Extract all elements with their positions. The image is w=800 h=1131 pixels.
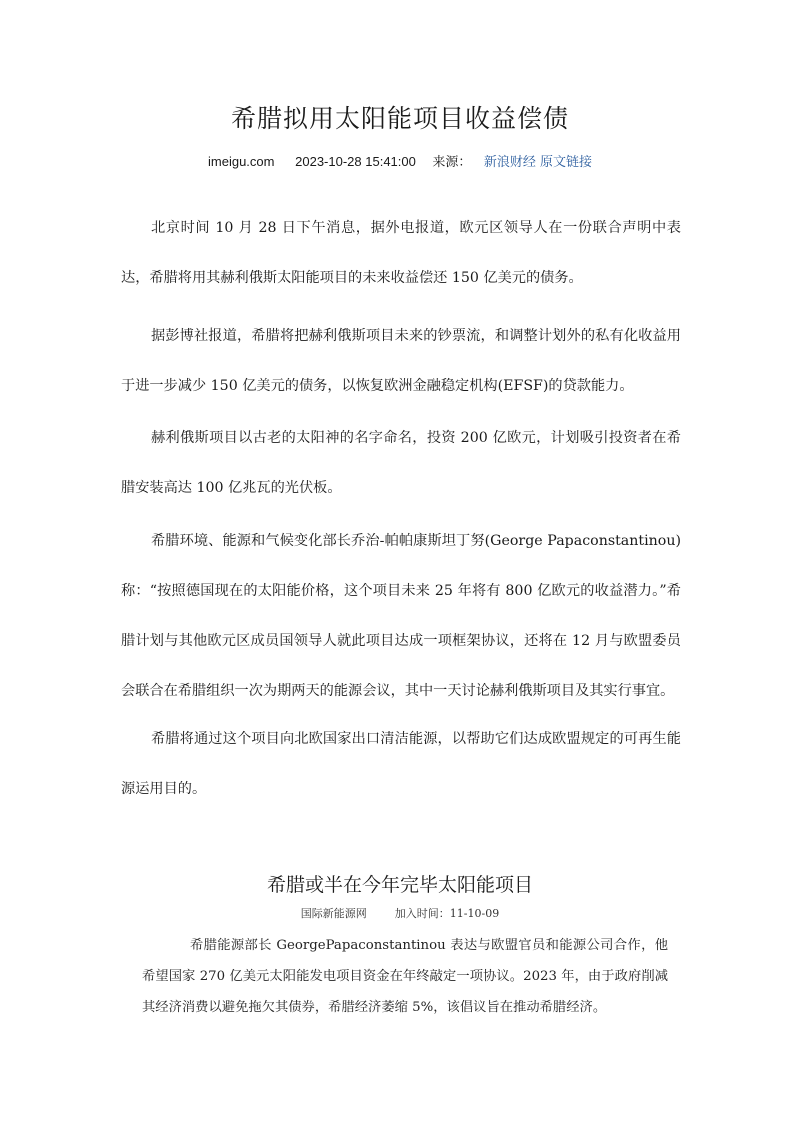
second-article-source: 国际新能源网 [300,907,367,920]
article-title: 希腊拟用太阳能项目收益偿债 [230,104,569,133]
article-paragraph: 赫利俄斯项目以古老的太阳神的名字命名，投资 200 亿欧元，计划吸引投资者在希腊安装高达 100 亿兆瓦的光伏板。 [121,430,681,496]
article-paragraph: 希腊环境、能源和气候变化部长乔治-帕帕康斯坦丁努(George Papaconstantinou)称：“按照德国现在的太阳能价格，这个项目未来 25 年将有 800 亿欧元的收益潜力。”希腊计划与其他欧元区成员国领导人就此项目达成一项框架协议，还将在 12 月与欧盟委员会联合在希腊组织一次为期两天的能源会议，其中一天讨论赫利俄斯项目及其实行事宜。 [121,533,681,699]
meta-datetime: 2023-10-28 15:41:00 [295,154,416,169]
second-article-added-time: 加入时间：11-10-09 [394,907,500,920]
article-paragraph: 北京时间 10 月 28 日下午消息，据外电报道，欧元区领导人在一份联合声明中表达，希腊将用其赫利俄斯太阳能项目的未来收益偿还 150 亿美元的债务。 [121,220,681,286]
meta-site: imeigu.com [208,154,275,169]
original-article-link[interactable]: 原文链接 [539,155,592,170]
article-paragraph: 希腊将通过这个项目向北欧国家出口清洁能源，以帮助它们达成欧盟规定的可再生能源运用目的。 [121,731,681,797]
second-article-paragraph: 希腊能源部长 GeorgePapaconstantinou 表达与欧盟官员和能源公司合作，他希望国家 270 亿美元太阳能发电项目资金在年终敲定一项协议。2023 年，由于政府削减其经济消费以避免拖欠其债券，希腊经济萎缩 5%，该倡议旨在推动希腊经济。 [142,938,668,1015]
meta-source-label: 来源： [432,155,472,170]
article-paragraph: 据彭博社报道，希腊将把赫利俄斯项目未来的钞票流，和调整计划外的私有化收益用于进一步减少 150 亿美元的债务，以恢复欧洲金融稳定机构(EFSF)的贷款能力。 [121,328,681,394]
source-name-link[interactable]: 新浪财经 [483,155,536,170]
second-article-title: 希腊或半在今年完毕太阳能项目 [266,874,533,896]
article-meta [0,152,800,173]
second-article-meta [0,904,800,924]
